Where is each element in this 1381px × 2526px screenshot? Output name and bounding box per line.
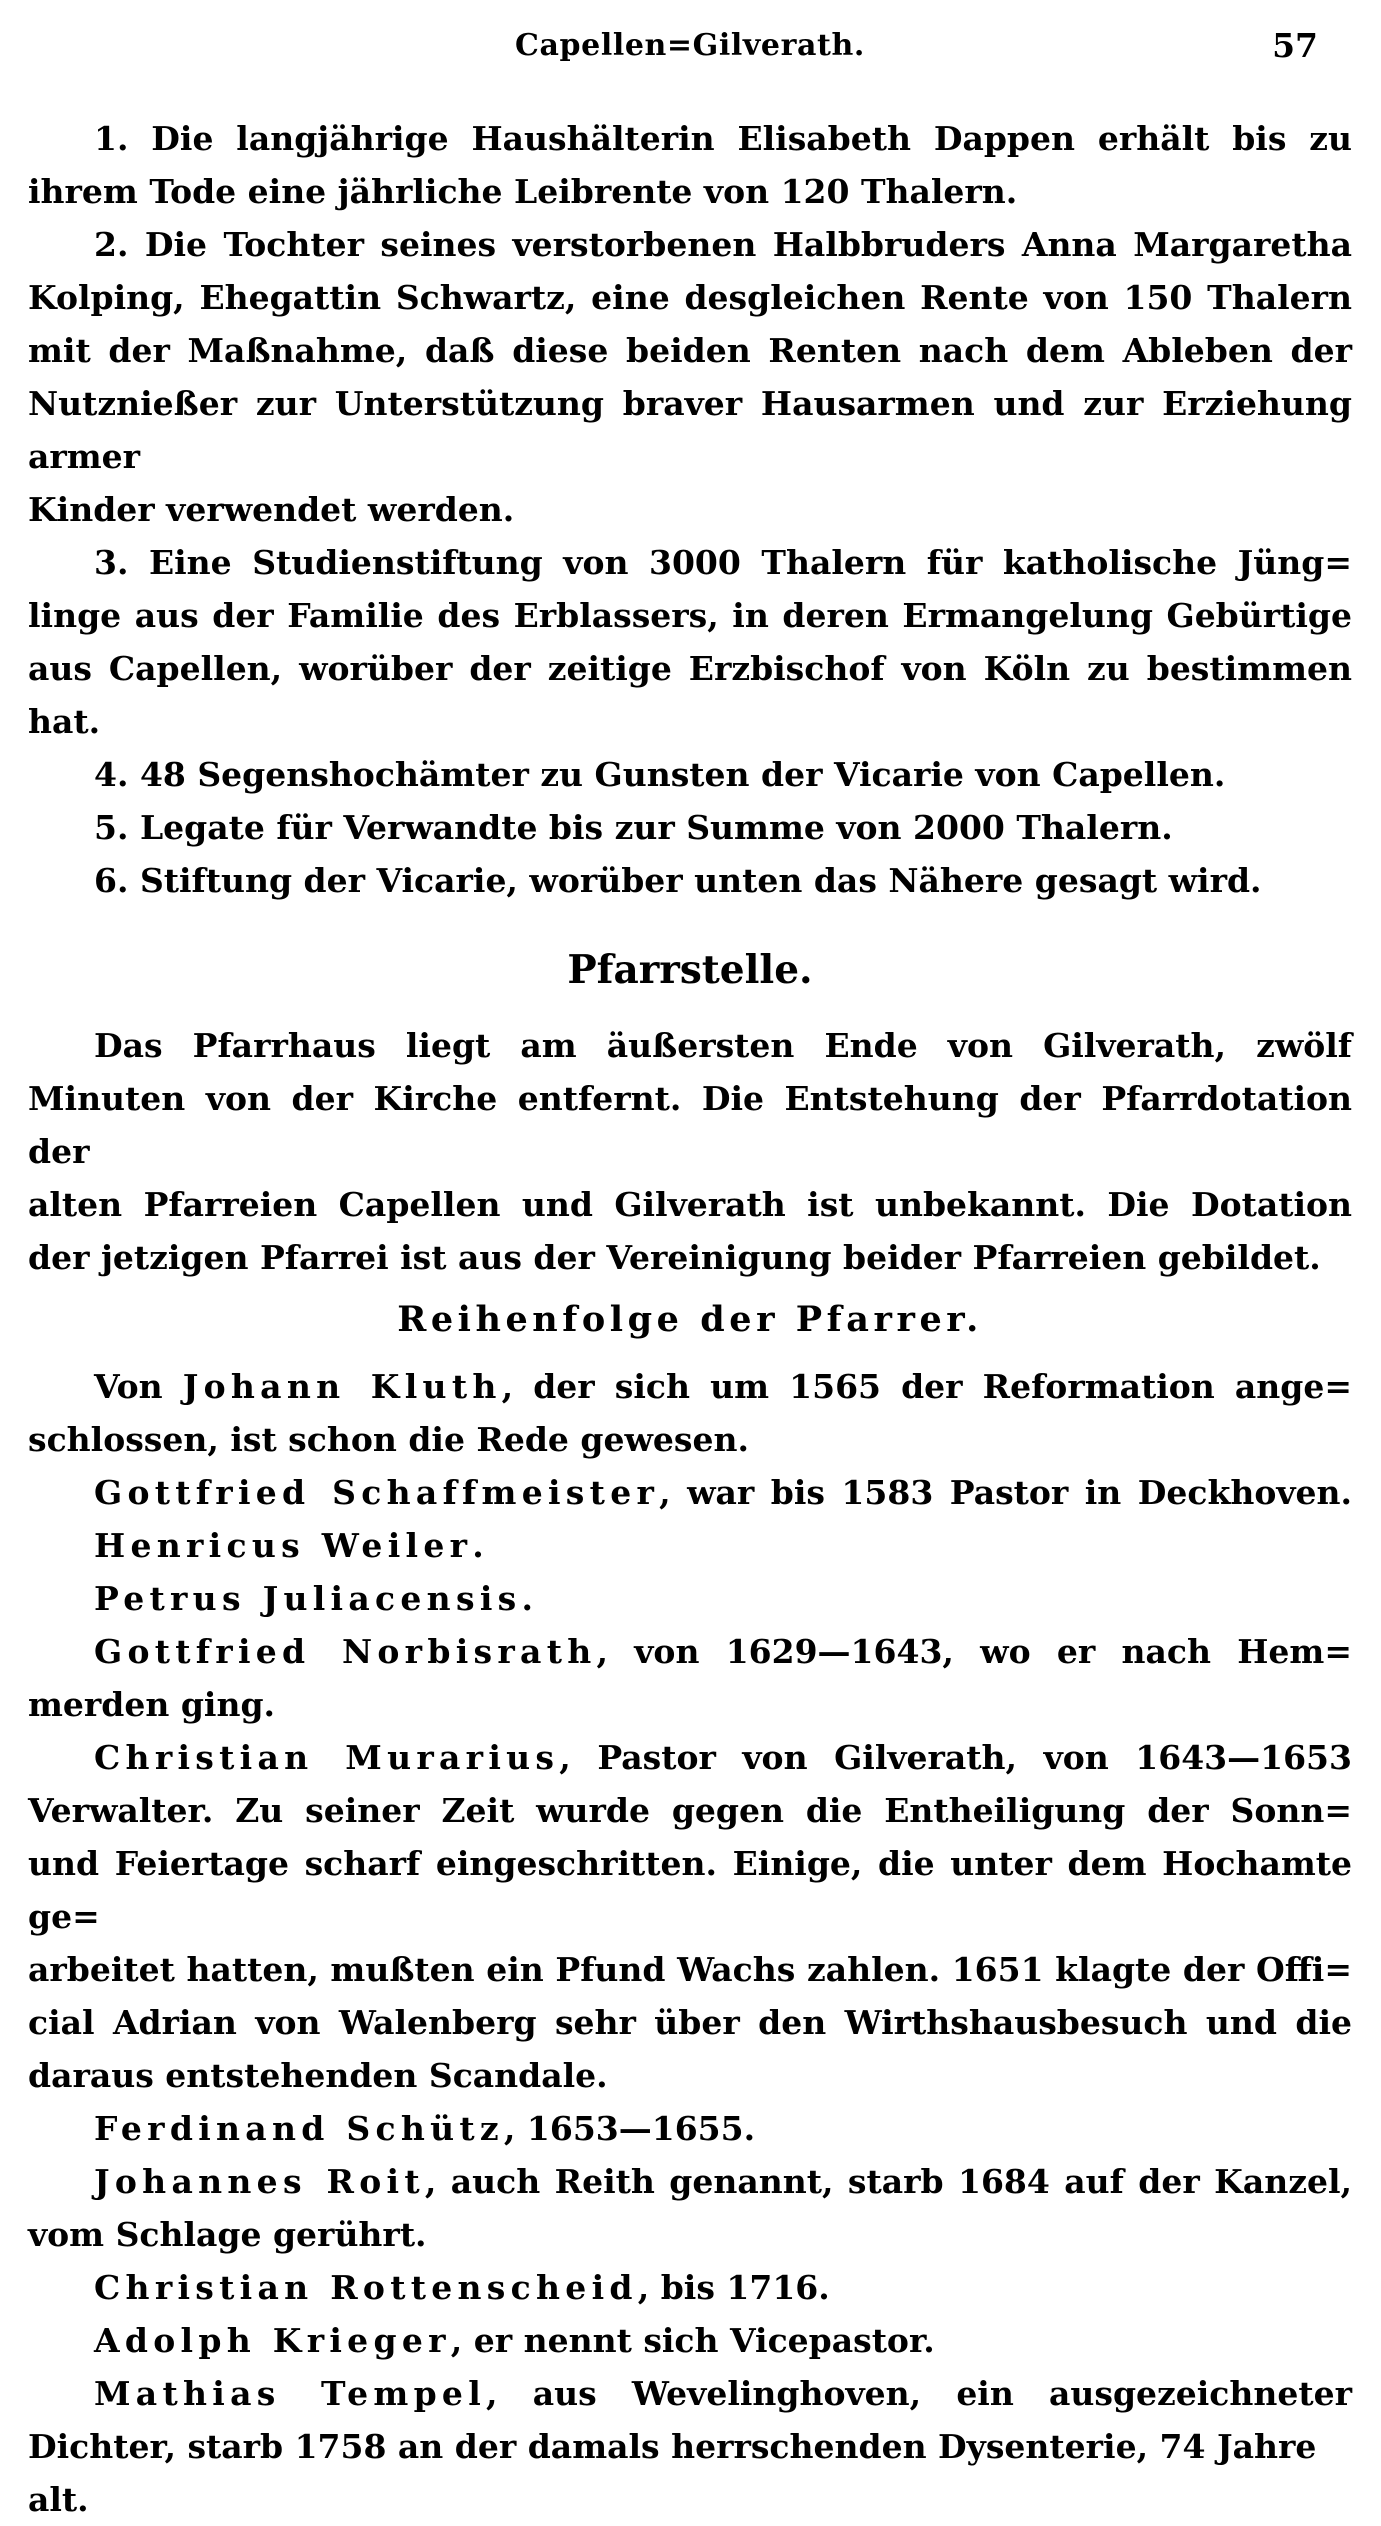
pfarrer-entry-text: , war bis 1583 Pastor in Deckhoven. — [659, 1473, 1353, 1512]
text-line: arbeitet hatten, mußten ein Pfund Wachs zahlen. 1651 klagte der Offi= — [28, 1950, 1352, 1989]
text-line: daraus entstehenden Scandale. — [28, 2056, 608, 2095]
bequest-item-5: 5. Legate für Verwandte bis zur Summe von 2000 Thalern. — [94, 808, 1173, 847]
text-line: schlossen, ist schon die Rede gewesen. — [28, 1420, 749, 1459]
pfarrer-entry-line — [28, 1572, 1352, 1625]
pfarrer-entry — [28, 1360, 1352, 1466]
pfarrer-name: Christian Rottenscheid — [94, 2268, 638, 2307]
text-line: aus Capellen, worüber der zeitige Erzbischof von Köln zu bestimmen hat. — [28, 649, 1352, 741]
bequest-item-6: 6. Stiftung der Vicarie, worüber unten das Nähere gesagt wird. — [94, 861, 1262, 900]
text-line: alten Pfarreien Capellen und Gilverath ist unbekannt. Die Dotation — [28, 1185, 1352, 1224]
text-line: cial Adrian von Walenberg sehr über den Wirthshausbesuch und die — [28, 2003, 1352, 2042]
pfarrer-entry — [28, 1519, 1352, 1572]
pfarrer-entry — [28, 2155, 1352, 2261]
pfarrer-entry — [28, 2314, 1352, 2367]
pfarrer-entry — [28, 1466, 1352, 1519]
pfarrer-name: Petrus Juliacensis — [94, 1579, 522, 1618]
text-line: 2. Die Tochter seines verstorbenen Halbbruders Anna Margaretha — [94, 225, 1352, 264]
section-heading-pfarrstelle: Pfarrstelle. — [567, 947, 813, 993]
bequest-item-1 — [28, 112, 1352, 218]
text-line: Das Pfarrhaus liegt am äußersten Ende von Gilverath, zwölf — [94, 1026, 1352, 1065]
running-title: Capellen=Gilverath. — [515, 28, 865, 63]
pfarrer-entry-line — [28, 2155, 1352, 2208]
text-line: Kinder verwendet werden. — [28, 490, 515, 529]
pfarrer-entry-text: , bis 1716. — [637, 2268, 830, 2307]
pfarrer-entry-text: , auch Reith genannt, starb 1684 auf der Kanzel, — [424, 2162, 1352, 2201]
pfarrer-entry-line — [28, 2102, 1352, 2155]
text-line: Verwalter. Zu seiner Zeit wurde gegen die Entheiligung der Sonn= — [28, 1791, 1352, 1830]
text-line: der jetzigen Pfarrei ist aus der Vereinigung beider Pfarreien gebildet. — [28, 1238, 1321, 1277]
pfarrer-name: Henricus Weiler — [94, 1526, 473, 1565]
pfarrer-entry — [28, 2261, 1352, 2314]
pfarrer-name: Mathias Tempel — [94, 2374, 487, 2413]
pfarrer-entry-line — [28, 1466, 1352, 1519]
pfarrer-name: Ferdinand Schütz — [94, 2109, 504, 2148]
pfarrer-entry-text: , der sich um 1565 der Reformation ange= — [501, 1367, 1352, 1406]
pfarrer-entry — [28, 2102, 1352, 2155]
bequest-item-4: 4. 48 Segenshochämter zu Gunsten der Vicarie von Capellen. — [94, 755, 1226, 794]
pfarrer-entry-text: , Pastor von Gilverath, von 1643—1653 — [559, 1738, 1352, 1777]
pfarrstelle-paragraph — [28, 1019, 1352, 1284]
page-body — [28, 112, 1352, 2526]
pfarrer-entry-text: , aus Wevelinghoven, ein ausgezeichneter — [486, 2374, 1353, 2413]
pfarrer-entry — [28, 1625, 1352, 1731]
pfarrer-name: Christian Murarius — [94, 1738, 560, 1777]
pfarrer-entry-line — [28, 2367, 1352, 2420]
text-line: merden ging. — [28, 1685, 276, 1724]
text-line: vom Schlage gerührt. — [28, 2215, 427, 2254]
text-line: mit der Maßnahme, daß diese beiden Renten nach dem Ableben der — [28, 331, 1352, 370]
pfarrer-name: Adolph Krieger — [94, 2321, 451, 2360]
text-line: Minuten von der Kirche entfernt. Die Entstehung der Pfarrdotation der — [28, 1079, 1352, 1171]
pfarrer-entry-line — [28, 1360, 1352, 1413]
text-line: und Feiertage scharf eingeschritten. Einige, die unter dem Hochamte ge= — [28, 1844, 1352, 1936]
text-line: Nutznießer zur Unterstützung braver Hausarmen und zur Erziehung armer — [28, 384, 1352, 476]
pfarrer-entry-text: . — [472, 1526, 484, 1565]
pfarrer-name: Gottfried Norbisrath — [94, 1632, 597, 1671]
pfarrer-entry-text: , er nennt sich Vicepastor. — [450, 2321, 935, 2360]
page-header — [28, 24, 1352, 68]
bequest-item-3 — [28, 536, 1352, 748]
section-heading-reihenfolge: Reihenfolge der Pfarrer. — [397, 1299, 983, 1340]
text-line: Dichter, starb 1758 an der damals herrschenden Dysenterie, 74 Jahre alt. — [28, 2427, 1317, 2519]
pfarrer-name: Gottfried Schaffmeister — [94, 1473, 660, 1512]
text-line: Kolping, Ehegattin Schwartz, eine desgleichen Rente von 150 Thalern — [28, 278, 1352, 317]
pfarrer-name: Johannes Roit — [94, 2162, 425, 2201]
pfarrer-entry-line — [28, 1731, 1352, 1784]
text-line: linge aus der Familie des Erblassers, in deren Ermangelung Gebürtige — [28, 596, 1352, 635]
text-line: 3. Eine Studienstiftung von 3000 Thalern für katholische Jüng= — [94, 543, 1352, 582]
pfarrer-entry-text: , 1653—1655. — [503, 2109, 756, 2148]
pfarrer-name: Johann Kluth — [182, 1367, 502, 1406]
pfarrer-entry-line — [28, 2314, 1352, 2367]
text-line: 1. Die langjährige Haushälterin Elisabeth Dappen erhält bis zu — [94, 119, 1352, 158]
pfarrer-entry — [28, 1731, 1352, 2102]
pfarrer-entry-text: . — [521, 1579, 533, 1618]
pfarrer-entry-text: , von 1629—1643, wo er nach Hem= — [596, 1632, 1352, 1671]
page-number: 57 — [1272, 26, 1318, 65]
pfarrer-entry — [28, 2367, 1352, 2526]
bequest-item-2 — [28, 218, 1352, 536]
pfarrer-entry-line — [28, 1519, 1352, 1572]
pfarrer-entry-line — [28, 2261, 1352, 2314]
pfarrer-entry-line — [28, 1625, 1352, 1678]
pfarrer-entry-pre: Von — [94, 1367, 183, 1406]
text-line: ihrem Tode eine jährliche Leibrente von 120 Thalern. — [28, 172, 1018, 211]
pfarrer-entry — [28, 1572, 1352, 1625]
